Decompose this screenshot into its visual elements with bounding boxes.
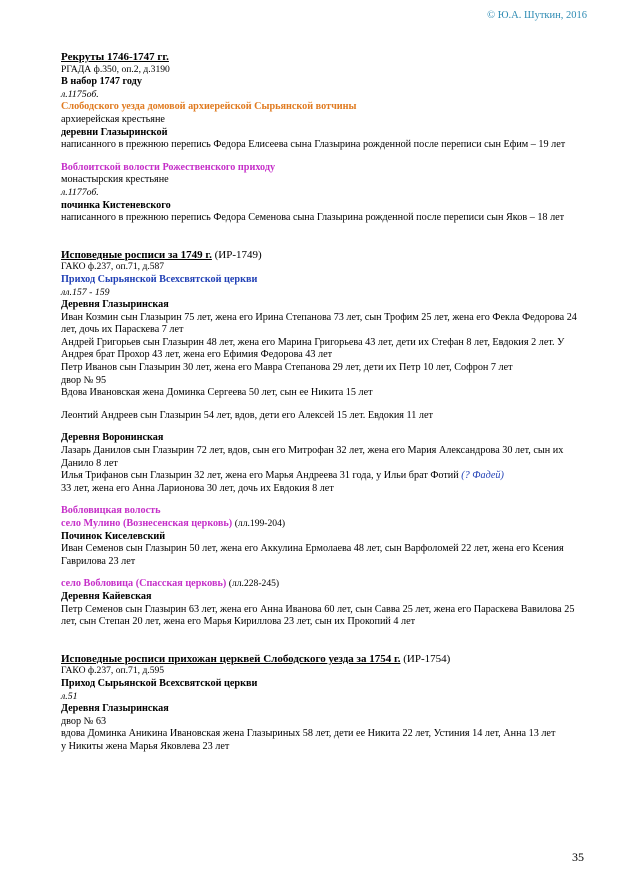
record-entry: написанного в прежнюю перепись Федора Елисеева сына Глазырина рожденной после переписи сын Ефим – 19 лет: [61, 139, 566, 151]
section-title-confession-1749: Исповедные росписи за 1749 г.: [61, 248, 212, 261]
record-entry: у Никиты жена Марья Яковлева 23 лет: [61, 740, 230, 752]
section-title-confession-1754: Исповедные росписи прихожан церквей Слободского уезда за 1754 г.: [61, 652, 401, 665]
archive-source: ГАКО ф.237, оп.71, д.587: [61, 261, 165, 273]
section-heading: [61, 249, 581, 262]
folio-ref: л.1175об.: [61, 88, 99, 100]
record-entry: Андрей Григорьев сын Глазырин 48 лет, жена его Марина Григорьева 43 лет, дети их Стефан 8 лет, Евдокия 2 лет. У Андрея брат Прохор 43 лет, жена его Ефимия Федорова 43 лет: [61, 336, 565, 361]
folio-ref: лл.157 - 159: [61, 286, 110, 298]
record-entry: Иван Козмин сын Глазырин 75 лет, жена его Ирина Степанова 73 лет, сын Трофим 25 лет, жена его Фекла Федорова 24 лет, дочь их Параскева 7 лет: [61, 311, 577, 336]
village-heading: Деревня Глазыринская: [61, 703, 169, 715]
yard-number: двор № 95: [61, 374, 107, 386]
peasant-class: архиерейская крестьяне: [61, 113, 165, 125]
section-code: (ИР-1749): [214, 248, 262, 261]
church-heading: [61, 578, 581, 591]
record-entry: написанного в прежнюю перепись Федора Семенова сына Глазырина рожденной после переписи сын Яков – 18 лет: [61, 212, 565, 224]
record-entry: Леонтий Андреев сын Глазырин 54 лет, вдов, дети его Алексей 15 лет. Евдокия 11 лет: [61, 409, 433, 421]
church-name: село Вобловица (Спасская церковь): [61, 578, 227, 590]
archive-source: ГАКО ф.237, оп.71, д.595: [61, 665, 165, 677]
record-entry: вдова Доминка Аникина Ивановская жена Глазыриных 58 лет, дети ее Никита 22 лет, Устиния 14 лет, Анна 13 лет: [61, 728, 556, 740]
folio-ref: л.51: [61, 690, 78, 702]
record-entry: Иван Семенов сын Глазырин 50 лет, жена его Аккулина Ермолаева 48 лет, сын Варфоломей 22 лет, жена его Ксения Гаврилова 23 лет: [61, 543, 564, 567]
village-heading: починка Кистеневского: [61, 199, 171, 211]
village-heading: Деревня Глазыринская: [61, 299, 169, 311]
yard-number: двор № 63: [61, 715, 107, 727]
record-entry: Вдова Ивановская жена Доминка Сергеева 50 лет, сын ее Никита 15 лет: [61, 387, 373, 399]
archive-source: РГАДА ф.350, оп.2, д.3190: [61, 63, 170, 75]
record-entry: Петр Иванов сын Глазырин 30 лет, жена его Мавра Степанова 29 лет, дети их Петр 10 лет, Софрон 7 лет: [61, 362, 513, 374]
page-number: 35: [572, 850, 584, 864]
page-content: [61, 51, 581, 754]
folio-range: (лл.228-245): [228, 578, 280, 590]
record-entry: 33 лет, жена его Анна Ларионова 30 лет, дочь их Евдокия 8 лет: [61, 482, 334, 494]
record-entry: Лазарь Данилов сын Глазырин 72 лет, вдов, сын его Митрофан 32 лет, жена его Мария Александрова 30 лет, сын их Данило 8 лет: [61, 445, 564, 469]
place-heading: Воблоитской волости Рожественского приходу: [61, 161, 276, 173]
section-subtitle: В набор 1747 году: [61, 76, 142, 88]
record-entry: Петр Семенов сын Глазырин 63 лет, жена его Анна Иванова 60 лет, сын Савва 25 лет, жена его Параскева Вавилова 25 лет, сын Степан 20 лет, жена его Марья Кириллова 23 лет, сын их Прокопий 4 лет: [61, 603, 575, 628]
village-heading: Деревня Кайевская: [61, 590, 152, 602]
editor-note: (? Фадей): [461, 470, 504, 482]
parish-heading: Приход Сырьянской Всехсвятской церкви: [61, 273, 258, 285]
church-heading: [61, 518, 581, 531]
place-heading: Слободского уезда домовой архиерейской Сырьянской вотчины: [61, 101, 357, 113]
folio-ref: л.1177об.: [61, 186, 99, 198]
record-text: Илья Трифанов сын Глазырин 32 лет, жена его Марья Андреева 31 года, у Ильи брат Фотий: [61, 470, 459, 482]
section-title-recruits: Рекруты 1746-1747 гг.: [61, 51, 169, 63]
village-heading: Починок Киселевский: [61, 530, 166, 542]
volost-heading: Вобловицкая волость: [61, 505, 161, 517]
copyright-notice: © Ю.А. Шуткин, 2016: [487, 10, 587, 21]
village-heading: Деревня Воронинская: [61, 432, 164, 444]
village-heading: деревни Глазыринской: [61, 126, 168, 138]
folio-range: (лл.199-204): [234, 518, 286, 529]
church-name: село Мулино (Вознесенская церковь): [61, 518, 233, 529]
section-code: (ИР-1754): [403, 652, 451, 665]
record-entry: [61, 470, 581, 483]
parish-heading: Приход Сырьянской Всехсвятской церкви: [61, 677, 258, 689]
section-heading: [61, 653, 581, 666]
peasant-class: монастырския крестьяне: [61, 174, 169, 186]
